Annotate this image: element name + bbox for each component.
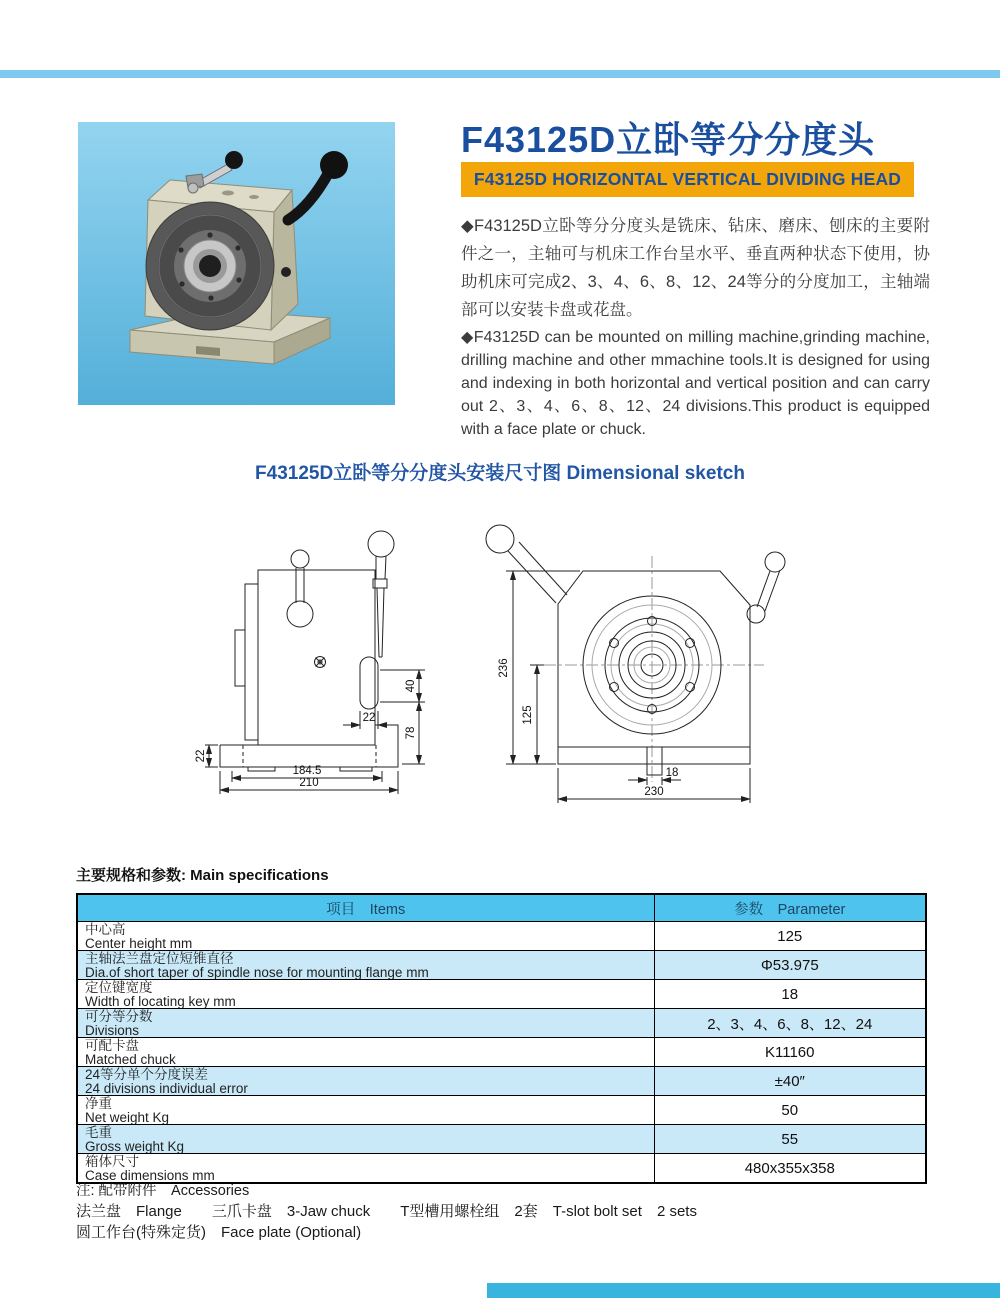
dim-base-width: 210 — [299, 777, 319, 789]
spec-item: 可分等分数 Divisions — [77, 1009, 654, 1038]
spec-item: 毛重 Gross weight Kg — [77, 1125, 654, 1154]
spec-item: 主轴法兰盘定位短锥直径 Dia.of short taper of spindle nose for mounting flange mm — [77, 951, 654, 980]
spec-value: 125 — [654, 922, 926, 951]
spec-value: K11160 — [654, 1038, 926, 1067]
accessories-note-items: 法兰盘 Flange 三爪卡盘 3-Jaw chuck T型槽用螺栓组 2套 T-slot bolt set 2 sets — [76, 1203, 697, 1220]
col-header-items: 项目 Items — [77, 894, 654, 922]
spec-row — [77, 922, 926, 951]
dim-slot-length: 40 — [405, 679, 417, 693]
dim-overall-height: 236 — [498, 658, 510, 678]
spec-item: 中心高 Center height mm — [77, 922, 654, 951]
product-photo-illustration — [78, 122, 395, 405]
side-view-drawing — [180, 512, 460, 817]
front-view-outline — [486, 525, 785, 775]
dim-center-height: 125 — [522, 705, 534, 725]
dim-slot-width: 22 — [362, 712, 376, 724]
spec-value: 18 — [654, 980, 926, 1009]
side-view-outline — [220, 531, 398, 771]
sketch-heading: F43125D立卧等分分度头安装尺寸图 Dimensional sketch — [255, 463, 745, 484]
spec-row — [77, 1009, 926, 1038]
front-view-drawing — [468, 512, 803, 817]
dim-mount-span: 184.5 — [292, 765, 322, 777]
spec-row — [77, 980, 926, 1009]
spec-item: 净重 Net weight Kg — [77, 1096, 654, 1125]
spec-item: 定位键宽度 Width of locating key mm — [77, 980, 654, 1009]
product-title: F43125D立卧等分分度头 — [461, 119, 876, 160]
top-accent-bar — [0, 70, 1000, 78]
spec-value: 2、3、4、6、8、12、24 — [654, 1009, 926, 1038]
product-banner — [461, 162, 914, 197]
spec-row — [77, 951, 926, 980]
spec-value: 55 — [654, 1125, 926, 1154]
spec-value: Φ53.975 — [654, 951, 926, 980]
spec-item: 可配卡盘 Matched chuck — [77, 1038, 654, 1067]
spec-row — [77, 1038, 926, 1067]
specs-heading: 主要规格和参数: Main specifications — [76, 867, 329, 884]
accessories-note-title: 注: 配带附件 Accessories — [76, 1183, 250, 1199]
spec-row — [77, 1125, 926, 1154]
description-zh: ◆F43125D立卧等分分度头是铣床、钻床、磨床、刨床的主要附件之一，主轴可与机床工作台呈水平、垂直两种状态下使用，协助机床可完成2、3、4、6、8、12、24等分的分度加工，主轴端部可以安装卡盘或花盘。 — [461, 217, 930, 319]
specs-header-row — [77, 894, 926, 922]
spec-row — [77, 1096, 926, 1125]
spec-item: 箱体尺寸 Case dimensions mm — [77, 1154, 654, 1184]
spec-value: 50 — [654, 1096, 926, 1125]
bottom-accent-bar — [487, 1283, 1000, 1298]
description-en: ◆F43125D can be mounted on milling machine,grinding machine, drilling machine and other mmachine tools.It is designed for using and indexing in both horizontal and vertical position and can carry out 2、3、4、6、8、12、24 divisions.This product is equipped with a face plate or chuck. — [461, 329, 930, 438]
side-view-dimension-labels — [195, 680, 417, 789]
accessories-note-optional: 圆工作台(特殊定货) Face plate (Optional) — [76, 1224, 362, 1241]
product-banner-text: F43125D HORIZONTAL VERTICAL DIVIDING HEAD — [473, 169, 902, 189]
spec-value: 480x355x358 — [654, 1154, 926, 1184]
dim-base-height: 22 — [195, 749, 207, 763]
dim-key-width: 18 — [665, 767, 679, 779]
product-photo — [78, 122, 395, 405]
dim-lower-height: 78 — [405, 726, 417, 740]
spec-value: ±40″ — [654, 1067, 926, 1096]
front-view-dimension-labels — [498, 658, 678, 798]
front-view-centerlines — [544, 556, 764, 782]
specs-table — [76, 893, 927, 1184]
dim-front-base-width: 230 — [644, 786, 664, 798]
spec-row — [77, 1067, 926, 1096]
col-header-parameter: 参数 Parameter — [654, 894, 926, 922]
spec-item: 24等分单个分度误差 24 divisions individual error — [77, 1067, 654, 1096]
